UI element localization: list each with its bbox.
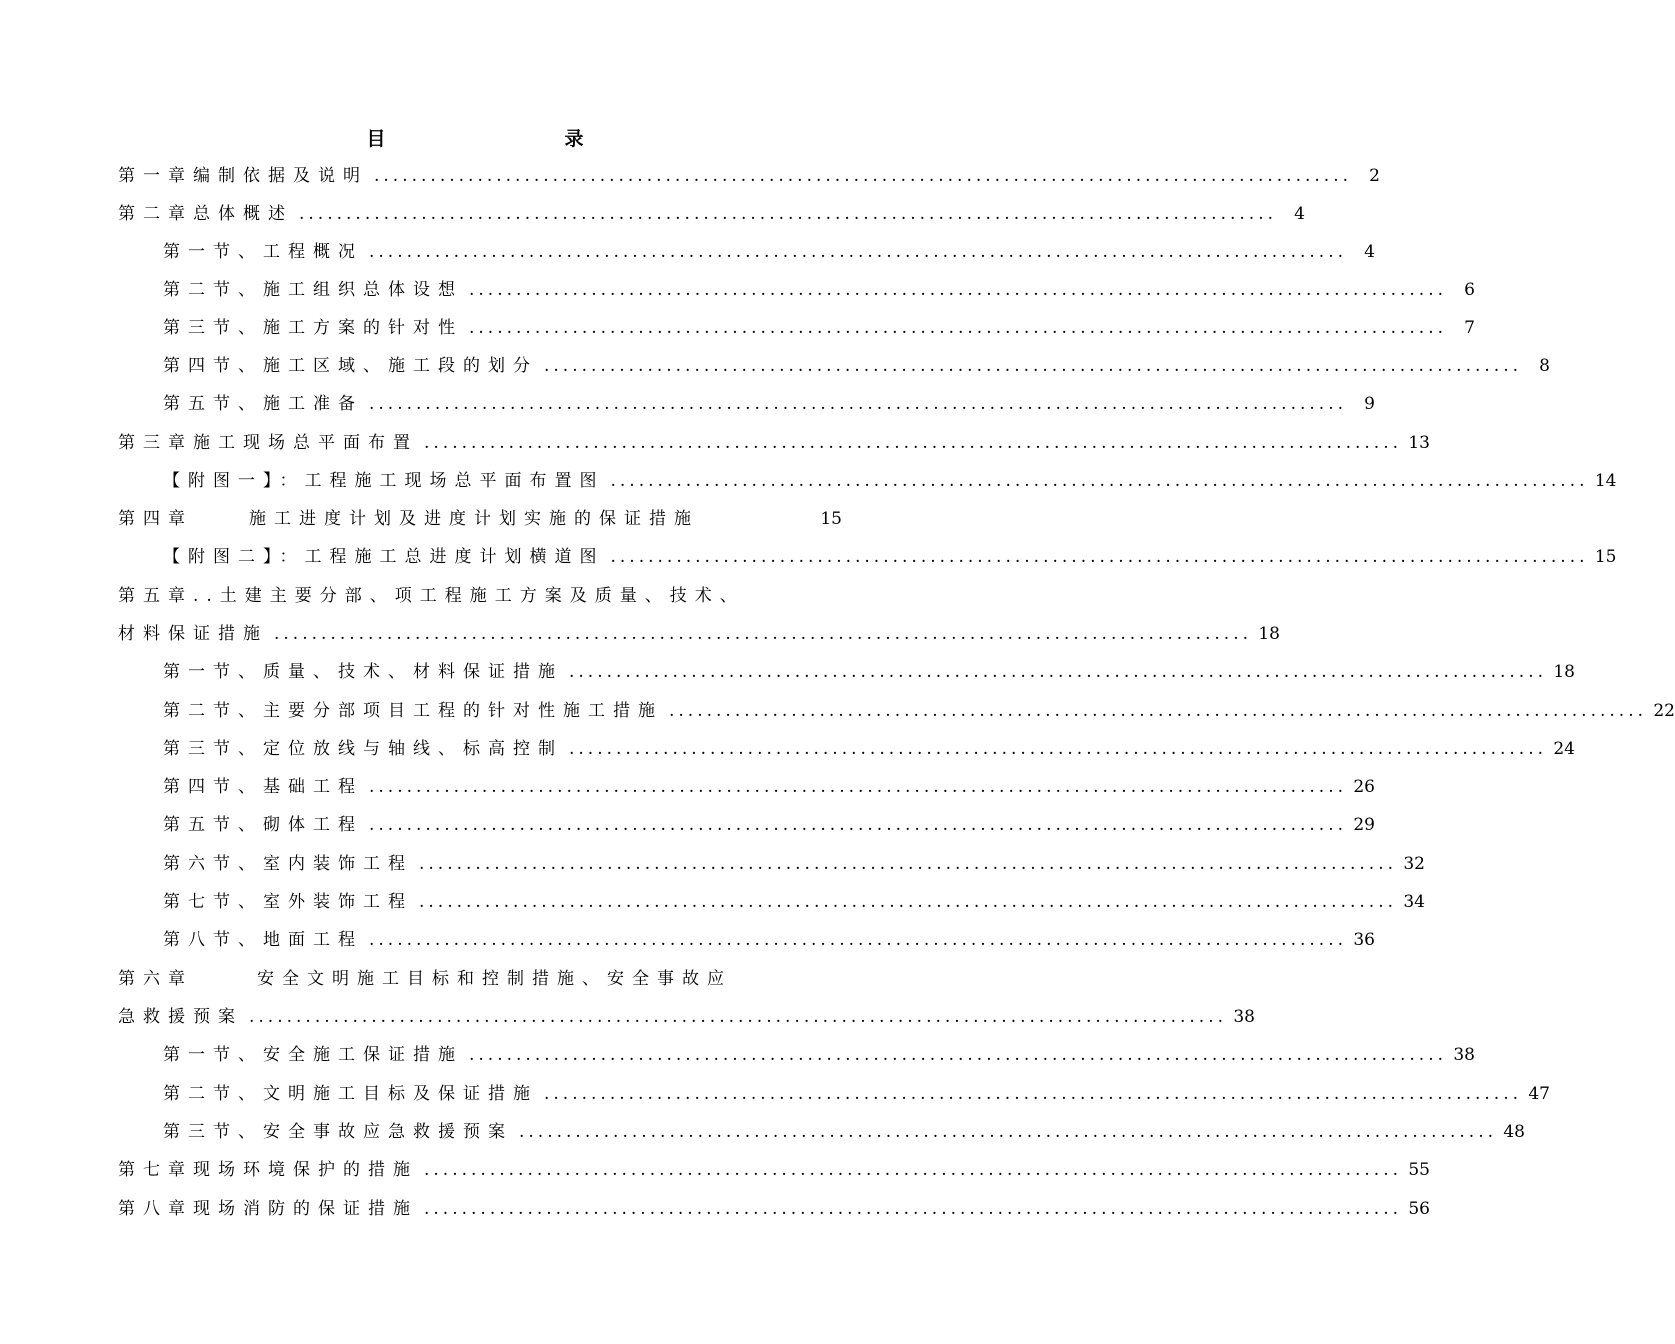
toc-entry[interactable] [118,429,1430,457]
entry-label: 第七节、室外装饰工程 [163,892,413,912]
chapter-number: 第四章 [118,509,193,529]
entry-label: 第五节、砌体工程 [163,815,363,835]
toc-entry[interactable] [118,582,878,610]
toc-entry[interactable] [118,505,842,533]
toc-entry[interactable] [163,888,1425,916]
page-number: 13 [1408,433,1430,453]
entry-label: 安全文明施工目标和控制措施、安全事故应 [257,969,732,989]
page-number: 36 [1353,930,1375,950]
toc-entry[interactable] [163,543,1617,571]
page-number: 38 [1453,1045,1475,1065]
page-number: 34 [1403,892,1425,912]
entry-label: 总体概述 [193,204,293,224]
dot-leader: ........................................................................................................ [369,930,1347,950]
chapter-number: 第二章 [118,204,193,224]
page-number: 55 [1408,1160,1430,1180]
toc-entry[interactable] [163,352,1550,380]
entry-label: 第二节、施工组织总体设想 [163,280,463,300]
entry-label: 第一节、安全施工保证措施 [163,1045,463,1065]
toc-entry[interactable] [163,697,1675,725]
toc-entry[interactable] [118,1156,1430,1184]
toc-entry[interactable] [163,467,1617,495]
dot-leader: ........................................................................................................ [419,854,1397,874]
dot-leader: ........................................................................................................ [369,394,1347,414]
entry-label: 第四节、基础工程 [163,777,363,797]
page-number: 14 [1594,471,1617,491]
page-number: 18 [1553,662,1575,682]
toc-entry[interactable] [118,162,1380,190]
entry-label: 第五节、施工准备 [163,394,363,414]
entry-label: 第三节、定位放线与轴线、标高控制 [163,739,563,759]
dot-leader: ........................................................................................................ [544,356,1522,376]
chapter-number: 第七章 [118,1160,193,1180]
dot-leader: ........................................................................................................ [519,1122,1497,1142]
entry-label: 编制依据及说明 [193,166,368,186]
entry-label: 【附图一】：工程施工现场总平面布置图 [163,471,605,491]
dot-leader: ........................................................................................................ [369,777,1347,797]
page-number: 4 [1364,242,1375,262]
entry-label: 【附图二】：工程施工总进度计划横道图 [163,547,605,567]
toc-entry[interactable] [163,850,1425,878]
dot-leader: ........................................................................................................ [299,204,1277,224]
page-number: 15 [1594,547,1617,567]
page-number: 8 [1539,356,1550,376]
page-number: 48 [1503,1122,1525,1142]
dot-leader: ........................................................................................................ [569,739,1547,759]
dot-leader: ........................................................................................................ [469,1045,1447,1065]
page-number: 29 [1353,815,1375,835]
dot-leader: ........................................................................................................ [374,166,1352,186]
entry-label: 第三节、施工方案的针对性 [163,318,463,338]
page-number: 6 [1464,280,1475,300]
page-number: 4 [1294,204,1305,224]
entry-label: 施工现场总平面布置 [193,433,418,453]
entry-label: 第八节、地面工程 [163,930,363,950]
chapter-number: 第六章 [118,969,193,989]
page-number: 15 [820,509,842,529]
toc-entry[interactable] [163,238,1375,266]
page-number: 26 [1353,777,1375,797]
dot-leader: ........................................................................................................ [669,701,1647,721]
toc-entry[interactable] [163,390,1375,418]
chapter-number: 第八章 [118,1199,193,1219]
entry-label: 现场环境保护的措施 [193,1160,418,1180]
toc-entry[interactable] [163,735,1575,763]
dot-leader: ........................................................................................................ [610,471,1589,491]
entry-label: 第四节、施工区域、施工段的划分 [163,356,538,376]
page-number: 56 [1408,1199,1430,1219]
page-number: 22 [1653,701,1675,721]
dot-leader: ........................................................................................................ [419,892,1397,912]
entry-label: 第二节、文明施工目标及保证措施 [163,1084,538,1104]
dot-leader: ........................................................................................................ [249,1007,1227,1027]
entry-label: 第一节、质量、技术、材料保证措施 [163,662,563,682]
toc-entry-continued[interactable] [118,1003,1255,1031]
page-number: 47 [1528,1084,1550,1104]
toc-entry[interactable] [163,773,1375,801]
entry-label: 施工进度计划及进度计划实施的保证措施 [249,509,699,529]
entry-label: 材料保证措施 [118,624,268,644]
entry-label: 第五章..土建主要分部、项工程施工方案及质量、技术、 [118,586,745,606]
entry-label: 第六节、室内装饰工程 [163,854,413,874]
dot-leader: ........................................................................................................ [369,815,1347,835]
toc-entry-continued[interactable] [118,620,1280,648]
toc-entry[interactable] [163,926,1375,954]
toc-entry[interactable] [163,658,1575,686]
page-number: 2 [1369,166,1380,186]
entry-label: 现场消防的保证措施 [193,1199,418,1219]
dot-leader: ........................................................................................................ [369,242,1347,262]
toc-entry[interactable] [163,1118,1525,1146]
chapter-number: 第一章 [118,166,193,186]
dot-leader: ........................................................................................................ [610,547,1589,567]
dot-leader: ........................................................................................................ [469,280,1447,300]
entry-label: 第三节、安全事故应急救援预案 [163,1122,513,1142]
toc-entry[interactable] [118,1195,1430,1223]
page-number: 32 [1403,854,1425,874]
entry-label: 第二节、主要分部项目工程的针对性施工措施 [163,701,663,721]
toc-title: 目 录 [366,128,664,150]
dot-leader: ........................................................................................................ [274,624,1252,644]
toc-entry[interactable] [163,1080,1550,1108]
toc-entry[interactable] [163,811,1375,839]
toc-entry[interactable] [118,965,842,993]
dot-leader: ........................................................................................................ [544,1084,1522,1104]
dot-leader: ........................................................................................................ [424,1160,1402,1180]
chapter-number: 第三章 [118,433,193,453]
toc-entry[interactable] [163,314,1475,342]
page-number: 38 [1233,1007,1255,1027]
page-number: 7 [1464,318,1475,338]
toc-entry[interactable] [163,276,1475,304]
dot-leader: ........................................................................................................ [469,318,1447,338]
dot-leader: ........................................................................................................ [569,662,1547,682]
dot-leader: ........................................................................................................ [424,1199,1402,1219]
entry-label: 急救援预案 [118,1007,243,1027]
toc-entry[interactable] [118,200,1305,228]
dot-leader: ........................................................................................................ [424,433,1402,453]
entry-label: 第一节、工程概况 [163,242,363,262]
toc-entry[interactable] [163,1041,1475,1069]
page-number: 18 [1258,624,1280,644]
page-number: 24 [1553,739,1575,759]
page-number: 9 [1364,394,1375,414]
